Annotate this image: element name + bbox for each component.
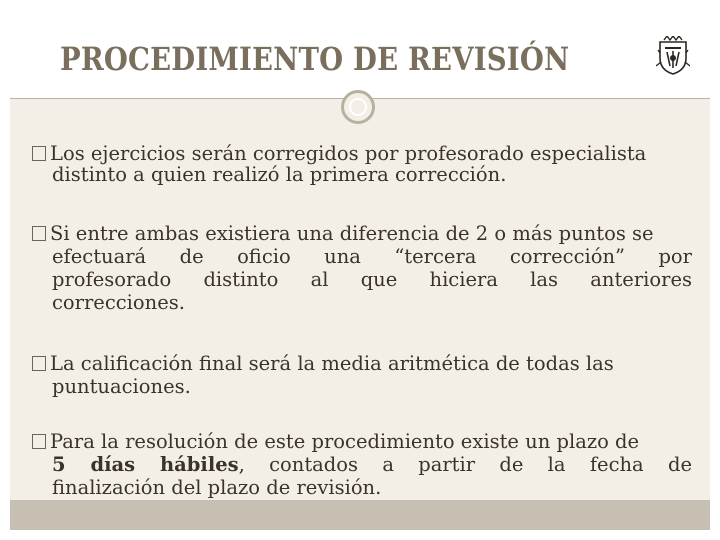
- list-item-text: puntuaciones.: [52, 375, 191, 398]
- footer-bar: [10, 500, 710, 530]
- list-item-text: Para la resolución de este procedimiento existe un plazo de: [50, 430, 640, 453]
- square-bullet-icon: [32, 434, 46, 449]
- list-item: [32, 430, 692, 499]
- page-title: PROCEDIMIENTO DE REVISIÓN: [60, 40, 570, 78]
- list-item-text: finalización del plazo de revisión.: [52, 476, 382, 499]
- list-item-text: correcciones.: [52, 291, 185, 314]
- list-item-text: Los ejercicios serán corregidos por profesorado especialista: [50, 142, 647, 165]
- list-item: [32, 222, 692, 314]
- list-item-text: Si entre ambas existiera una diferencia de 2 o más puntos se: [50, 222, 654, 245]
- list-item: [32, 352, 692, 398]
- list-item-text: efectuará de oficio una “tercera corrección” por: [52, 245, 692, 268]
- title-band: [10, 10, 710, 99]
- university-crest-icon: [656, 36, 690, 76]
- square-bullet-icon: [32, 226, 46, 241]
- list-item-text: [32, 453, 692, 476]
- square-bullet-icon: [32, 146, 46, 161]
- deadline-emphasis: 5 días hábiles: [52, 453, 239, 476]
- list-item: [32, 142, 692, 186]
- list-item-text: distinto a quien realizó la primera corrección.: [52, 163, 507, 186]
- list-item-text: profesorado distinto al que hiciera las anteriores: [52, 268, 692, 291]
- divider-ring-ornament: [341, 90, 375, 124]
- list-item-text-rest: , contados a partir de la fecha de: [238, 453, 692, 476]
- square-bullet-icon: [32, 356, 46, 371]
- list-item-text: La calificación final será la media aritmética de todas las: [50, 352, 614, 375]
- slide: [10, 10, 710, 530]
